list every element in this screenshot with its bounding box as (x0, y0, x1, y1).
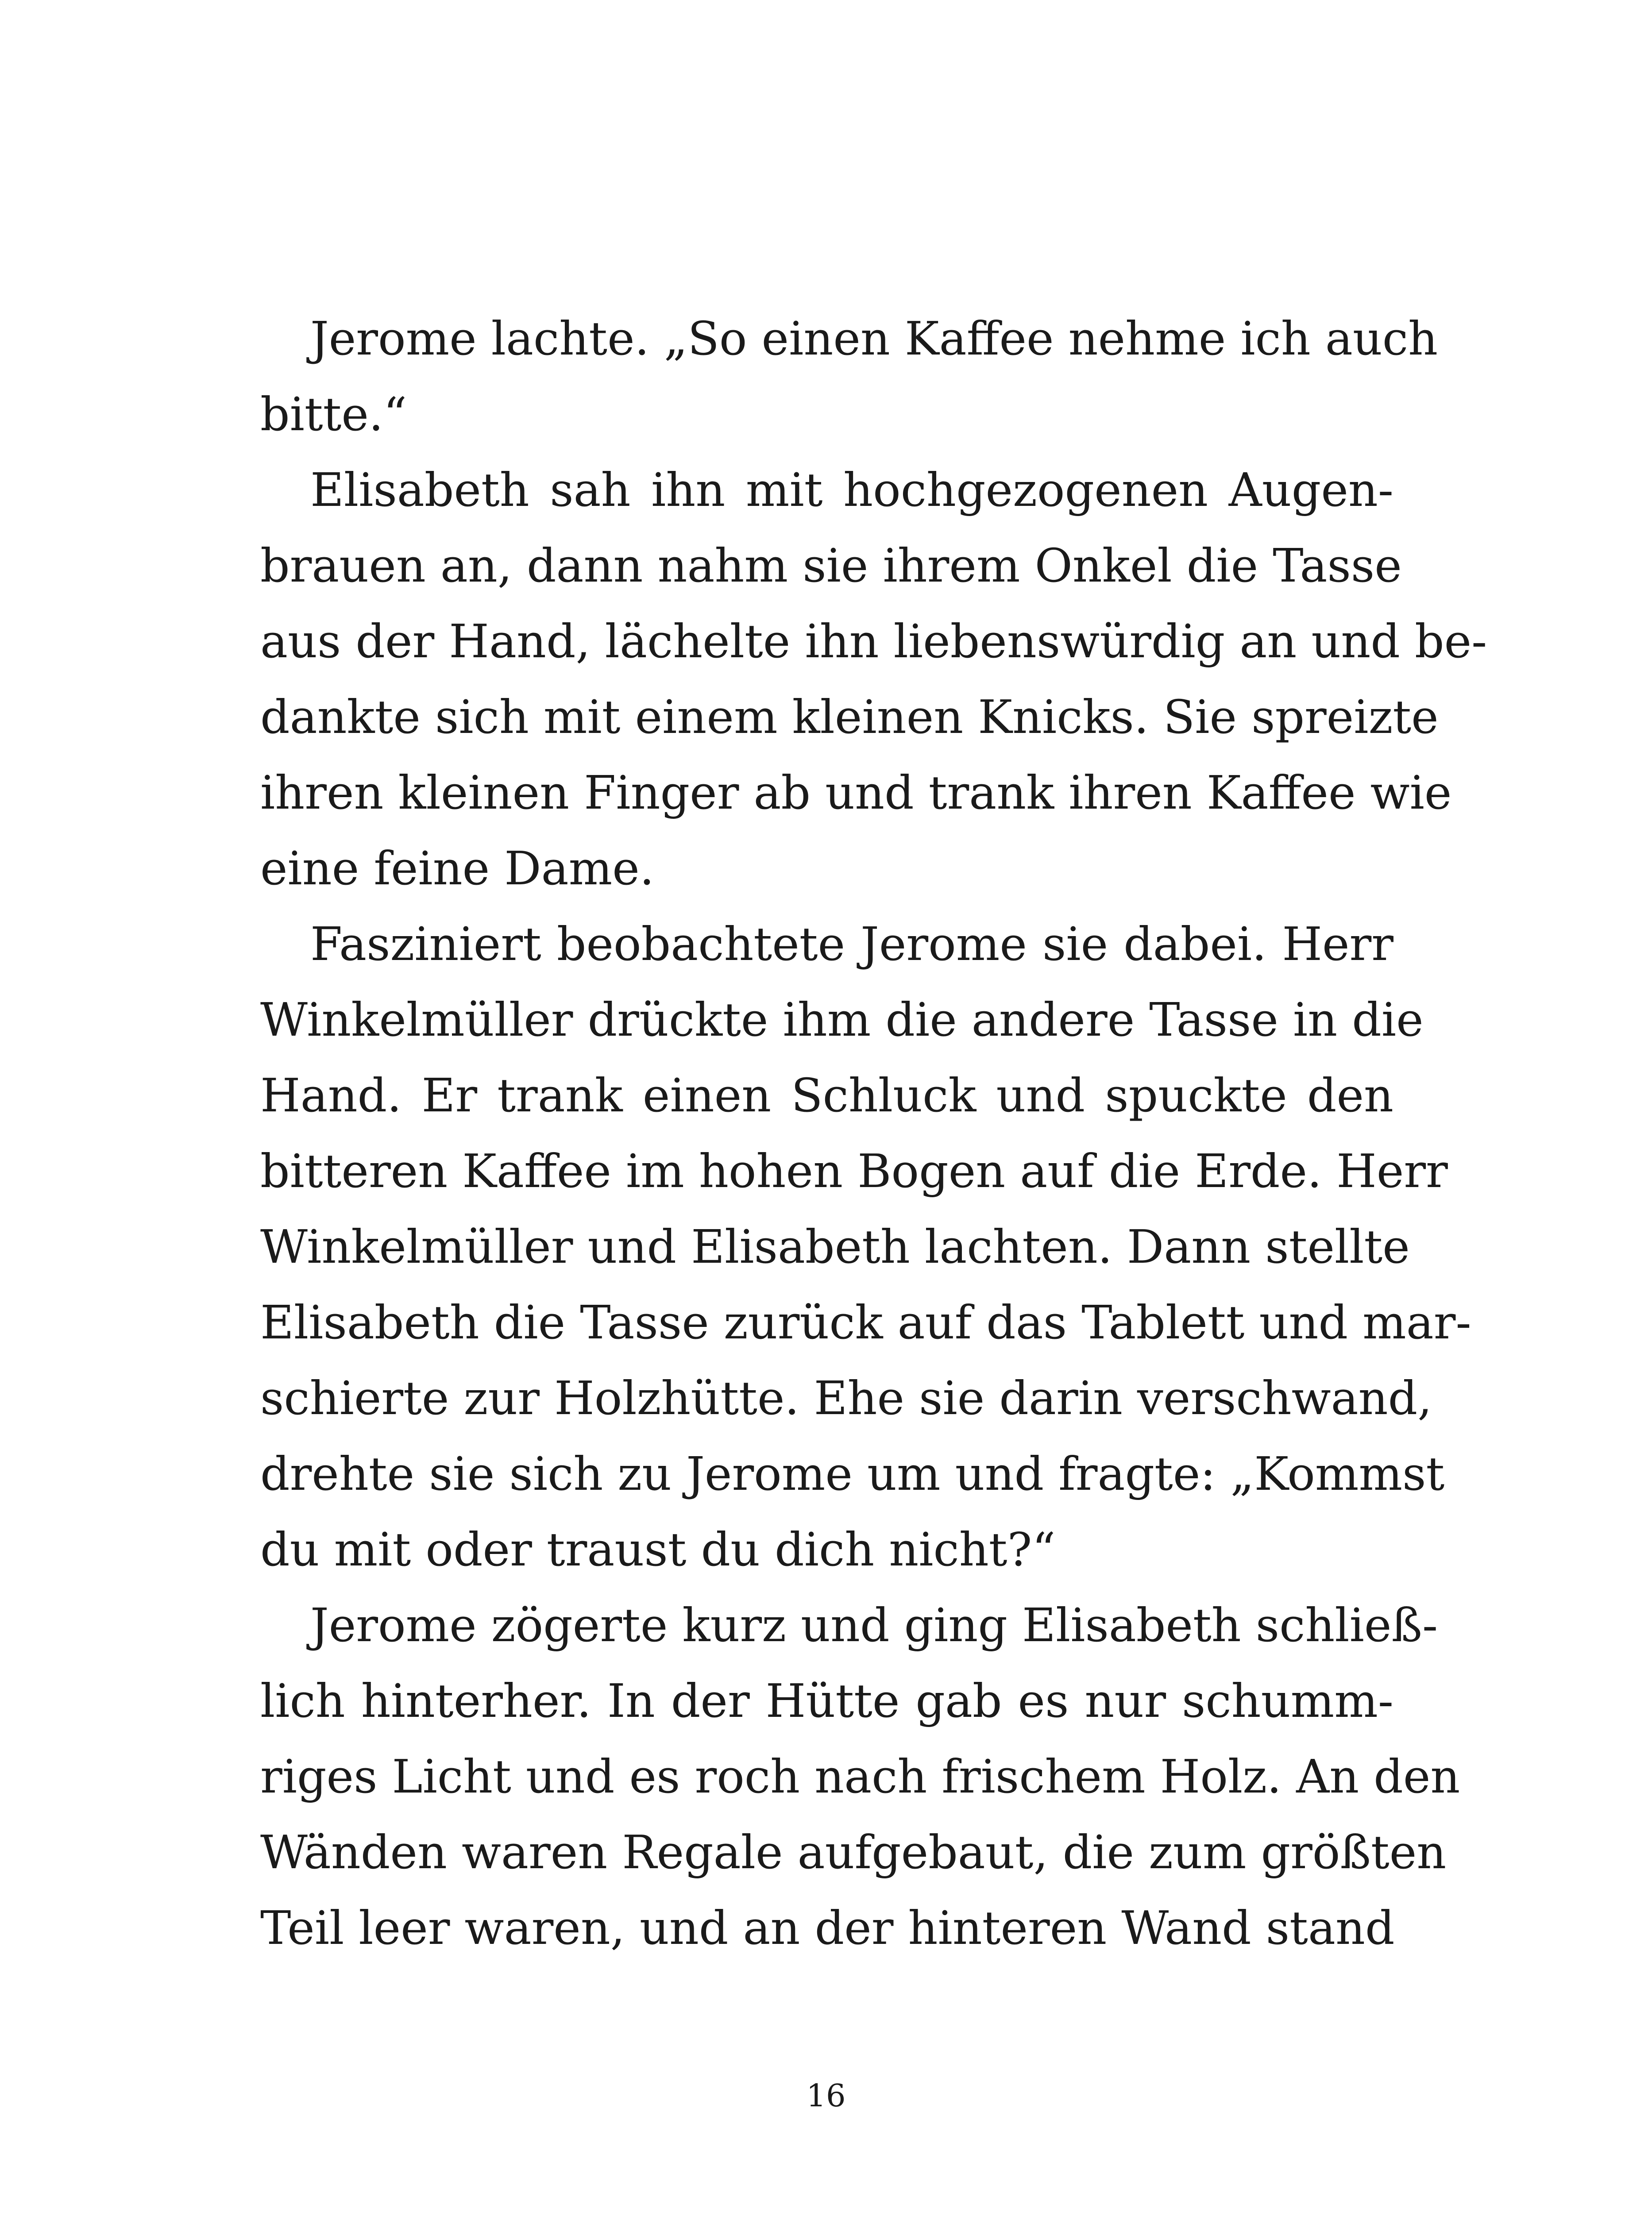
body-text (260, 301, 1487, 1966)
text-line: drehte sie sich zu Jerome um und fragte: „Kommst (260, 1447, 1445, 1501)
text-line: schierte zur Holzhütte. Ehe sie darin verschwand, (260, 1371, 1432, 1425)
text-line: Hand. Er trank einen Schluck und spuckte den (260, 1068, 1393, 1122)
page-number: 16 (806, 2078, 846, 2114)
text-line: eine feine Dame. (260, 841, 654, 895)
text-line: Jerome lachte. „So einen Kaffee nehme ich auch (310, 312, 1438, 366)
text-line: brauen an, dann nahm sie ihrem Onkel die Tasse (260, 539, 1402, 593)
text-line: Jerome zögerte kurz und ging Elisabeth schließ- (310, 1598, 1438, 1652)
text-line: Winkelmüller drückte ihm die andere Tasse in die (260, 993, 1424, 1047)
text-line: riges Licht und es roch nach frischem Holz. An den (260, 1750, 1460, 1804)
text-line: du mit oder traust du dich nicht?“ (260, 1523, 1056, 1577)
text-line: ihren kleinen Finger ab und trank ihren Kaffee wie (260, 766, 1452, 820)
text-line: Teil leer waren, und an der hinteren Wand stand (260, 1901, 1395, 1955)
text-line: Elisabeth die Tasse zurück auf das Tablett und mar- (260, 1295, 1471, 1349)
text-line: Elisabeth sah ihn mit hochgezogenen Augen- (310, 463, 1393, 517)
text-line: bitte.“ (260, 387, 407, 441)
text-line: Winkelmüller und Elisabeth lachten. Dann stellte (260, 1220, 1410, 1274)
text-line: aus der Hand, lächelte ihn liebenswürdig an und be- (260, 614, 1487, 668)
text-line: lich hinterher. In der Hütte gab es nur schumm- (260, 1674, 1393, 1728)
text-line: bitteren Kaffee im hohen Bogen auf die Erde. Herr (260, 1144, 1448, 1198)
text-line: Wänden waren Regale aufgebaut, die zum größten (260, 1825, 1447, 1879)
text-line: Fasziniert beobachtete Jerome sie dabei. Herr (310, 917, 1393, 971)
text-line: dankte sich mit einem kleinen Knicks. Sie spreizte (260, 690, 1439, 744)
